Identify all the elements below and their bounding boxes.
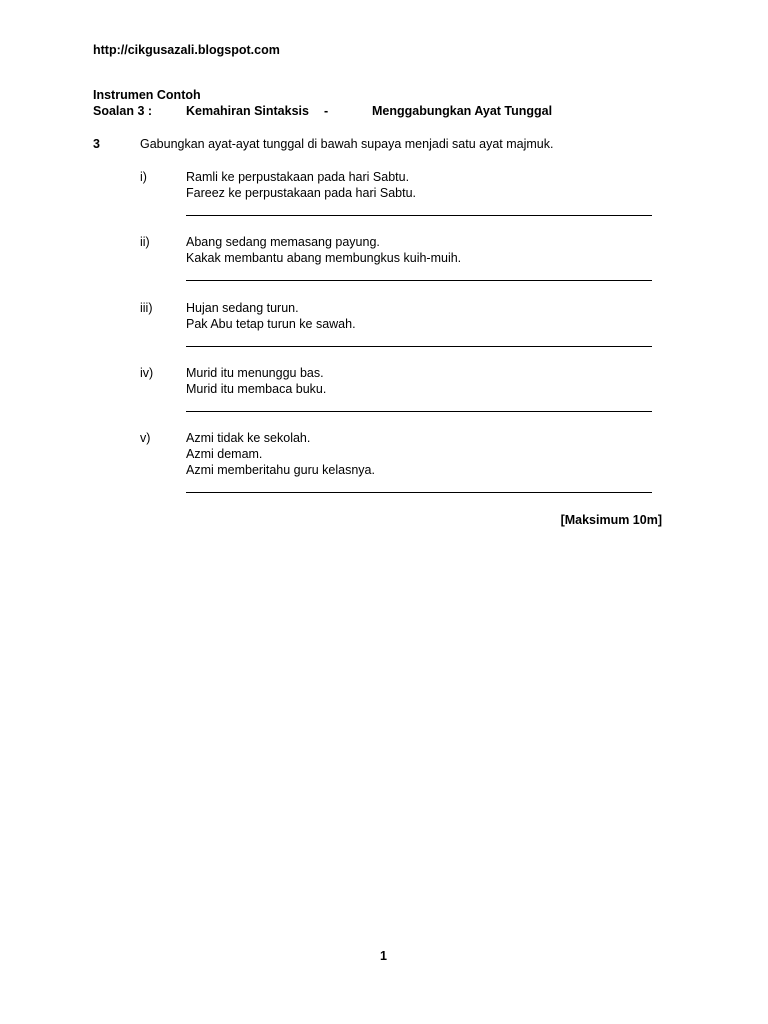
item-sentence: Azmi demam. xyxy=(186,447,263,461)
item-sentence: Abang sedang memasang payung. xyxy=(186,235,380,249)
item-sentence: Fareez ke perpustakaan pada hari Sabtu. xyxy=(186,186,417,200)
max-marks: [Maksimum 10m] xyxy=(560,513,662,527)
answer-line[interactable] xyxy=(186,492,652,493)
item-label: iv) xyxy=(140,366,154,380)
item-sentence: Azmi memberitahu guru kelasnya. xyxy=(186,463,375,477)
item-sentence: Kakak membantu abang membungkus kuih-muih. xyxy=(186,251,462,265)
question-label: Soalan 3 : xyxy=(93,104,153,118)
item-sentence: Murid itu membaca buku. xyxy=(186,382,327,396)
topic-title: Menggabungkan Ayat Tunggal xyxy=(372,104,553,118)
item-label: v) xyxy=(140,431,151,445)
item-label: ii) xyxy=(140,235,150,249)
header-dash: - xyxy=(324,104,329,118)
item-sentence: Murid itu menunggu bas. xyxy=(186,366,324,380)
answer-line[interactable] xyxy=(186,280,652,281)
item-sentence: Azmi tidak ke sekolah. xyxy=(186,431,311,445)
question-number: 3 xyxy=(93,137,100,151)
question-instruction: Gabungkan ayat-ayat tunggal di bawah supaya menjadi satu ayat majmuk. xyxy=(140,137,554,151)
answer-line[interactable] xyxy=(186,215,652,216)
item-sentence: Hujan sedang turun. xyxy=(186,301,299,315)
item-sentence: Pak Abu tetap turun ke sawah. xyxy=(186,317,356,331)
item-sentence: Ramli ke perpustakaan pada hari Sabtu. xyxy=(186,170,410,184)
answer-line[interactable] xyxy=(186,411,652,412)
answer-line[interactable] xyxy=(186,346,652,347)
source-url: http://cikgusazali.blogspot.com xyxy=(93,43,280,57)
page-number: 1 xyxy=(380,949,387,963)
item-label: iii) xyxy=(140,301,153,315)
skill-name: Kemahiran Sintaksis xyxy=(186,104,309,118)
item-label: i) xyxy=(140,170,147,184)
instrument-title: Instrumen Contoh xyxy=(93,88,201,102)
